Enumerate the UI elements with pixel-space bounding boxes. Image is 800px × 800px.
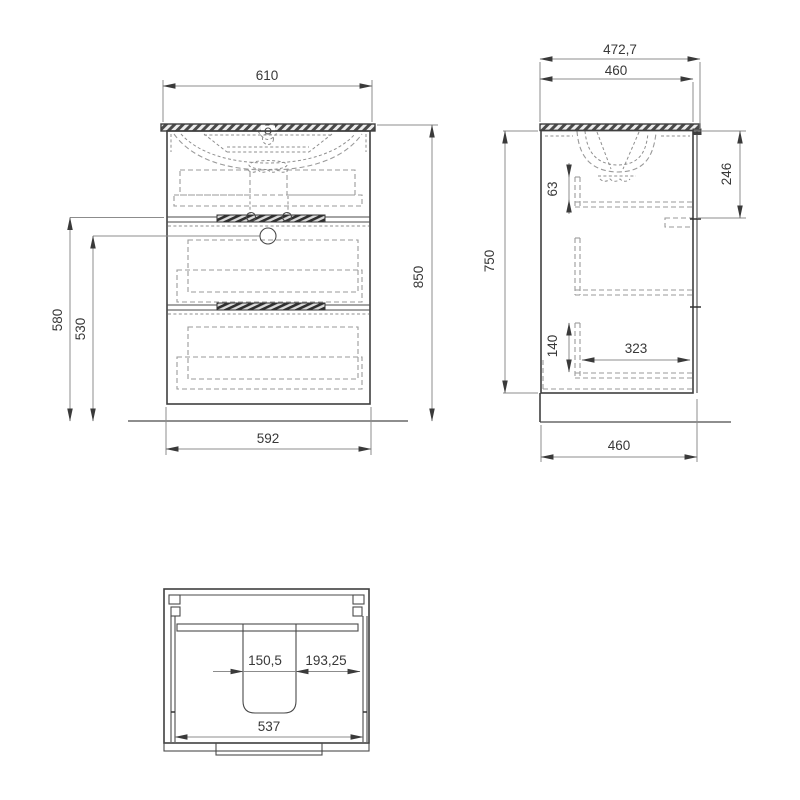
basin-front-hidden-lines: [171, 134, 366, 172]
dim-label-bottom-clearance: 140: [545, 334, 560, 358]
dim-label-total-depth: 472,7: [603, 42, 637, 57]
corner-brackets: [169, 595, 364, 616]
dim-label-cutout-width: 150,5: [248, 653, 282, 668]
dim-label-top-clearance: 63: [545, 181, 560, 197]
drawer-dividers: [167, 217, 370, 310]
dim-label-total-height: 850: [411, 265, 426, 289]
top-view-dimensions: [175, 653, 363, 737]
dim-label-basin-zone-depth: 246: [719, 162, 734, 186]
dim-label-cutout-to-wall: 193,25: [305, 653, 347, 668]
dim-label-basin-width: 610: [255, 68, 279, 83]
countertop-side: [540, 124, 700, 131]
front-view: [50, 68, 438, 455]
front-center-tab: [216, 743, 322, 755]
dim-label-cabinet-depth: 460: [604, 63, 628, 78]
dim-label-inner-depth: 323: [624, 341, 648, 356]
drain-outline: [249, 161, 287, 170]
dim-label-base-depth: 460: [607, 438, 631, 453]
siphon-cutout: [243, 624, 296, 713]
cabinet-front-outline: [167, 131, 370, 404]
drawer-side-hidden-lines: [543, 177, 693, 389]
basin-side-hidden-lines: [545, 131, 690, 181]
top-view: [164, 589, 369, 755]
dim-label-inner-width: 537: [257, 719, 281, 734]
siphon-circle: [260, 228, 276, 244]
top-section-hidden-lines: [174, 170, 362, 214]
side-view: [482, 42, 746, 462]
cabinet-side-outline: [541, 131, 693, 394]
drawer-handle-bottom: [217, 303, 325, 310]
dim-label-body-height: 750: [482, 249, 497, 273]
side-view-dimensions: [482, 42, 746, 462]
drawer-back-wall: [177, 624, 358, 631]
dim-label-drawer-top-height: 580: [50, 308, 65, 332]
drawer-handle-top: [217, 215, 325, 222]
dim-label-cabinet-width: 592: [256, 431, 280, 446]
front-edge-band: [164, 743, 369, 751]
dim-label-siphon-height: 530: [73, 317, 88, 341]
